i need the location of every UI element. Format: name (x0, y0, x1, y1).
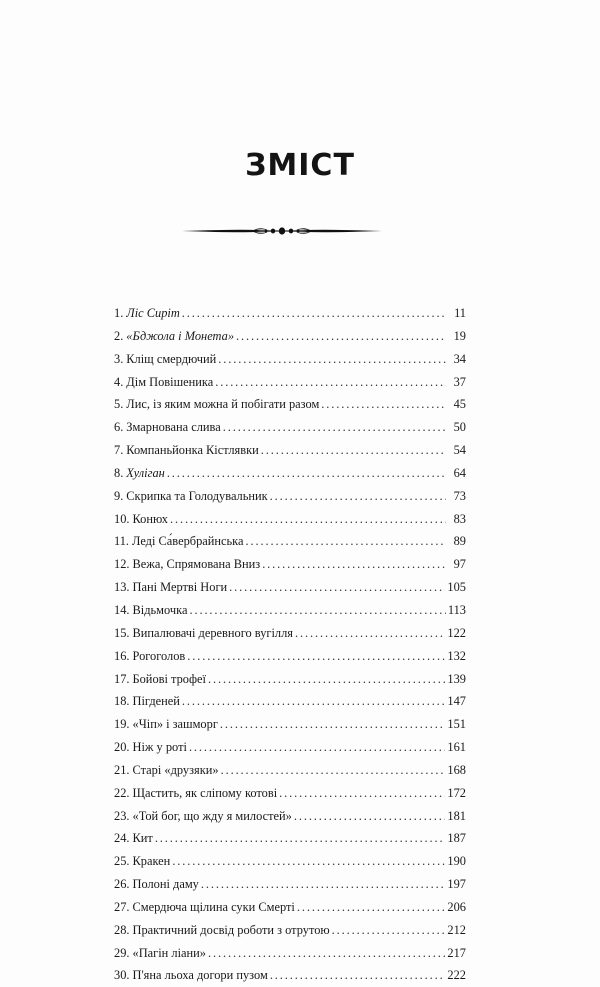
page-number: 206 (447, 899, 466, 914)
chapter-title: Випалювачі деревного вугілля (132, 625, 293, 640)
page-number: 97 (453, 557, 466, 572)
chapter-title: Старі «друзяки» (132, 762, 219, 777)
chapter-title: Леді Са́вербрайнська (132, 534, 244, 549)
chapter-title: «Той бог, що жду я милостей» (132, 808, 292, 823)
chapter-number: 11. (114, 534, 130, 549)
chapter-number: 21. (114, 762, 130, 777)
chapter-title: Кліщ смердючий (126, 351, 217, 366)
chapter-title: Пані Мертві Ноги (132, 580, 228, 595)
chapter-number: 5. (114, 397, 124, 412)
page-number: 54 (453, 443, 466, 458)
dot-leader (220, 713, 446, 736)
chapter-title: Скрипка та Голодувальник (126, 488, 268, 503)
toc-entry (114, 530, 466, 553)
toc-entry (114, 964, 466, 987)
chapter-number: 9. (114, 488, 124, 503)
page-number: 113 (447, 602, 466, 617)
chapter-title: Кит (132, 831, 153, 846)
chapter-title: Відьмочка (132, 602, 188, 617)
chapter-number: 1. (114, 306, 124, 320)
dot-leader (167, 462, 446, 485)
page-number: 73 (453, 488, 466, 503)
toc-entry (114, 508, 466, 531)
chapter-number: 26. (114, 877, 130, 892)
chapter-title: Пігденей (132, 694, 180, 709)
page-number: 83 (453, 511, 466, 526)
page-number: 217 (447, 945, 466, 960)
page-number: 151 (447, 717, 466, 732)
toc-entry (114, 439, 466, 462)
table-of-contents (114, 302, 466, 987)
toc-entry (114, 485, 466, 508)
toc-entry (114, 302, 466, 325)
page-number: 37 (453, 374, 466, 389)
dot-leader (170, 508, 446, 531)
chapter-number: 13. (114, 580, 130, 595)
toc-entry (114, 622, 466, 645)
dot-leader (223, 416, 446, 439)
page-number: 222 (447, 968, 466, 983)
dot-leader (297, 896, 446, 919)
toc-entry (114, 827, 466, 850)
page-number: 45 (453, 397, 466, 412)
page-number: 89 (453, 534, 466, 549)
dot-leader (246, 530, 446, 553)
dot-leader (295, 622, 445, 645)
page-number: 181 (447, 808, 466, 823)
chapter-number: 12. (114, 557, 130, 572)
chapter-number: 19. (114, 717, 130, 732)
chapter-number: 14. (114, 602, 130, 617)
chapter-title: Кракен (132, 854, 171, 869)
chapter-number: 23. (114, 808, 130, 823)
chapter-number: 17. (114, 671, 130, 686)
dot-leader (182, 302, 446, 325)
toc-entry (114, 325, 466, 348)
chapter-number: 29. (114, 945, 130, 960)
dot-leader (294, 805, 446, 828)
toc-entry (114, 896, 466, 919)
dot-leader (261, 439, 446, 462)
chapter-title: Компаньйонка Кістлявки (126, 443, 259, 458)
dot-leader (270, 485, 446, 508)
page-number: 19 (453, 328, 466, 343)
chapter-number: 18. (114, 694, 130, 709)
chapter-title: Ніж у роті (132, 740, 187, 755)
chapter-number: 15. (114, 625, 130, 640)
toc-entry (114, 713, 466, 736)
page-number: 172 (447, 785, 466, 800)
page-number: 50 (453, 420, 466, 435)
page-number: 187 (447, 831, 466, 846)
chapter-number: 8. (114, 465, 124, 480)
toc-entry (114, 782, 466, 805)
chapter-number: 10. (114, 511, 130, 526)
chapter-number: 4. (114, 374, 124, 389)
chapter-title: «Пагін ліани» (132, 945, 206, 960)
dot-leader (208, 668, 445, 691)
page-number: 34 (453, 351, 466, 366)
page-number: 161 (447, 740, 466, 755)
chapter-title: Полоні даму (132, 877, 199, 892)
toc-entry (114, 668, 466, 691)
chapter-number: 2. (114, 328, 124, 343)
chapter-number: 27. (114, 899, 130, 914)
dot-leader (201, 873, 446, 896)
dot-leader (189, 736, 445, 759)
dot-leader (189, 599, 445, 622)
dot-leader (229, 576, 445, 599)
chapter-title: Смердюча щілина суки Смерті (132, 899, 295, 914)
chapter-title: Бойові трофеї (132, 671, 206, 686)
toc-entry (114, 348, 466, 371)
page-number: 64 (453, 465, 466, 480)
toc-entry (114, 690, 466, 713)
toc-entry (114, 576, 466, 599)
chapter-title: Рогоголов (132, 648, 186, 663)
dot-leader (279, 782, 445, 805)
chapter-title: «Чіп» і зашморг (132, 717, 218, 732)
chapter-title: Змарнована слива (126, 420, 221, 435)
divider-ornament-icon (182, 222, 382, 240)
chapter-number: 6. (114, 420, 124, 435)
toc-entry (114, 942, 466, 965)
toc-entry (114, 850, 466, 873)
chapter-number: 30. (114, 968, 130, 983)
toc-entry (114, 393, 466, 416)
chapter-title: Дім Повішеника (126, 374, 214, 389)
chapter-number: 28. (114, 922, 130, 937)
dot-leader (155, 827, 446, 850)
toc-entry (114, 805, 466, 828)
chapter-number: 3. (114, 351, 124, 366)
chapter-title: Ліс Сиріт (126, 306, 180, 320)
dot-leader (208, 942, 445, 965)
page-number: 197 (447, 877, 466, 892)
page-number: 147 (447, 694, 466, 709)
page-number: 212 (447, 922, 466, 937)
chapter-title: Лис, із яким можна й побігати разом (126, 397, 320, 412)
toc-entry (114, 919, 466, 942)
chapter-title: П'яна льоха догори пузом (132, 968, 268, 983)
page-number: 132 (447, 648, 466, 663)
page-number: 190 (447, 854, 466, 869)
dot-leader (221, 759, 446, 782)
dot-leader (215, 371, 446, 394)
toc-entry (114, 553, 466, 576)
chapter-number: 22. (114, 785, 130, 800)
page-number: 139 (447, 671, 466, 686)
chapter-number: 7. (114, 443, 124, 458)
toc-entry (114, 462, 466, 485)
chapter-number: 25. (114, 854, 130, 869)
toc-entry (114, 371, 466, 394)
chapter-title: Вежа, Спрямована Вниз (132, 557, 261, 572)
dot-leader (218, 348, 446, 371)
dot-leader (332, 919, 446, 942)
page-number: 105 (447, 580, 466, 595)
chapter-title: Конюх (132, 511, 168, 526)
dot-leader (262, 553, 446, 576)
dot-leader (172, 850, 445, 873)
chapter-number: 24. (114, 831, 130, 846)
chapter-number: 16. (114, 648, 130, 663)
toc-entry (114, 416, 466, 439)
dot-leader (236, 325, 446, 348)
toc-entry (114, 736, 466, 759)
chapter-title: Хуліган (126, 465, 165, 480)
page-title: ЗМІСТ (245, 148, 355, 183)
chapter-title: «Бджола і Монета» (126, 328, 235, 343)
page-number: 168 (447, 762, 466, 777)
toc-entry (114, 599, 466, 622)
dot-leader (182, 690, 445, 713)
dot-leader (270, 964, 446, 987)
dot-leader (187, 645, 445, 668)
chapter-number: 20. (114, 740, 130, 755)
dot-leader (321, 393, 446, 416)
toc-entry (114, 645, 466, 668)
toc-entry (114, 759, 466, 782)
chapter-title: Практичний досвід роботи з отрутою (132, 922, 330, 937)
page-number: 122 (447, 625, 466, 640)
chapter-title: Щастить, як сліпому котові (132, 785, 278, 800)
page-number: 11 (454, 306, 466, 320)
toc-entry (114, 873, 466, 896)
